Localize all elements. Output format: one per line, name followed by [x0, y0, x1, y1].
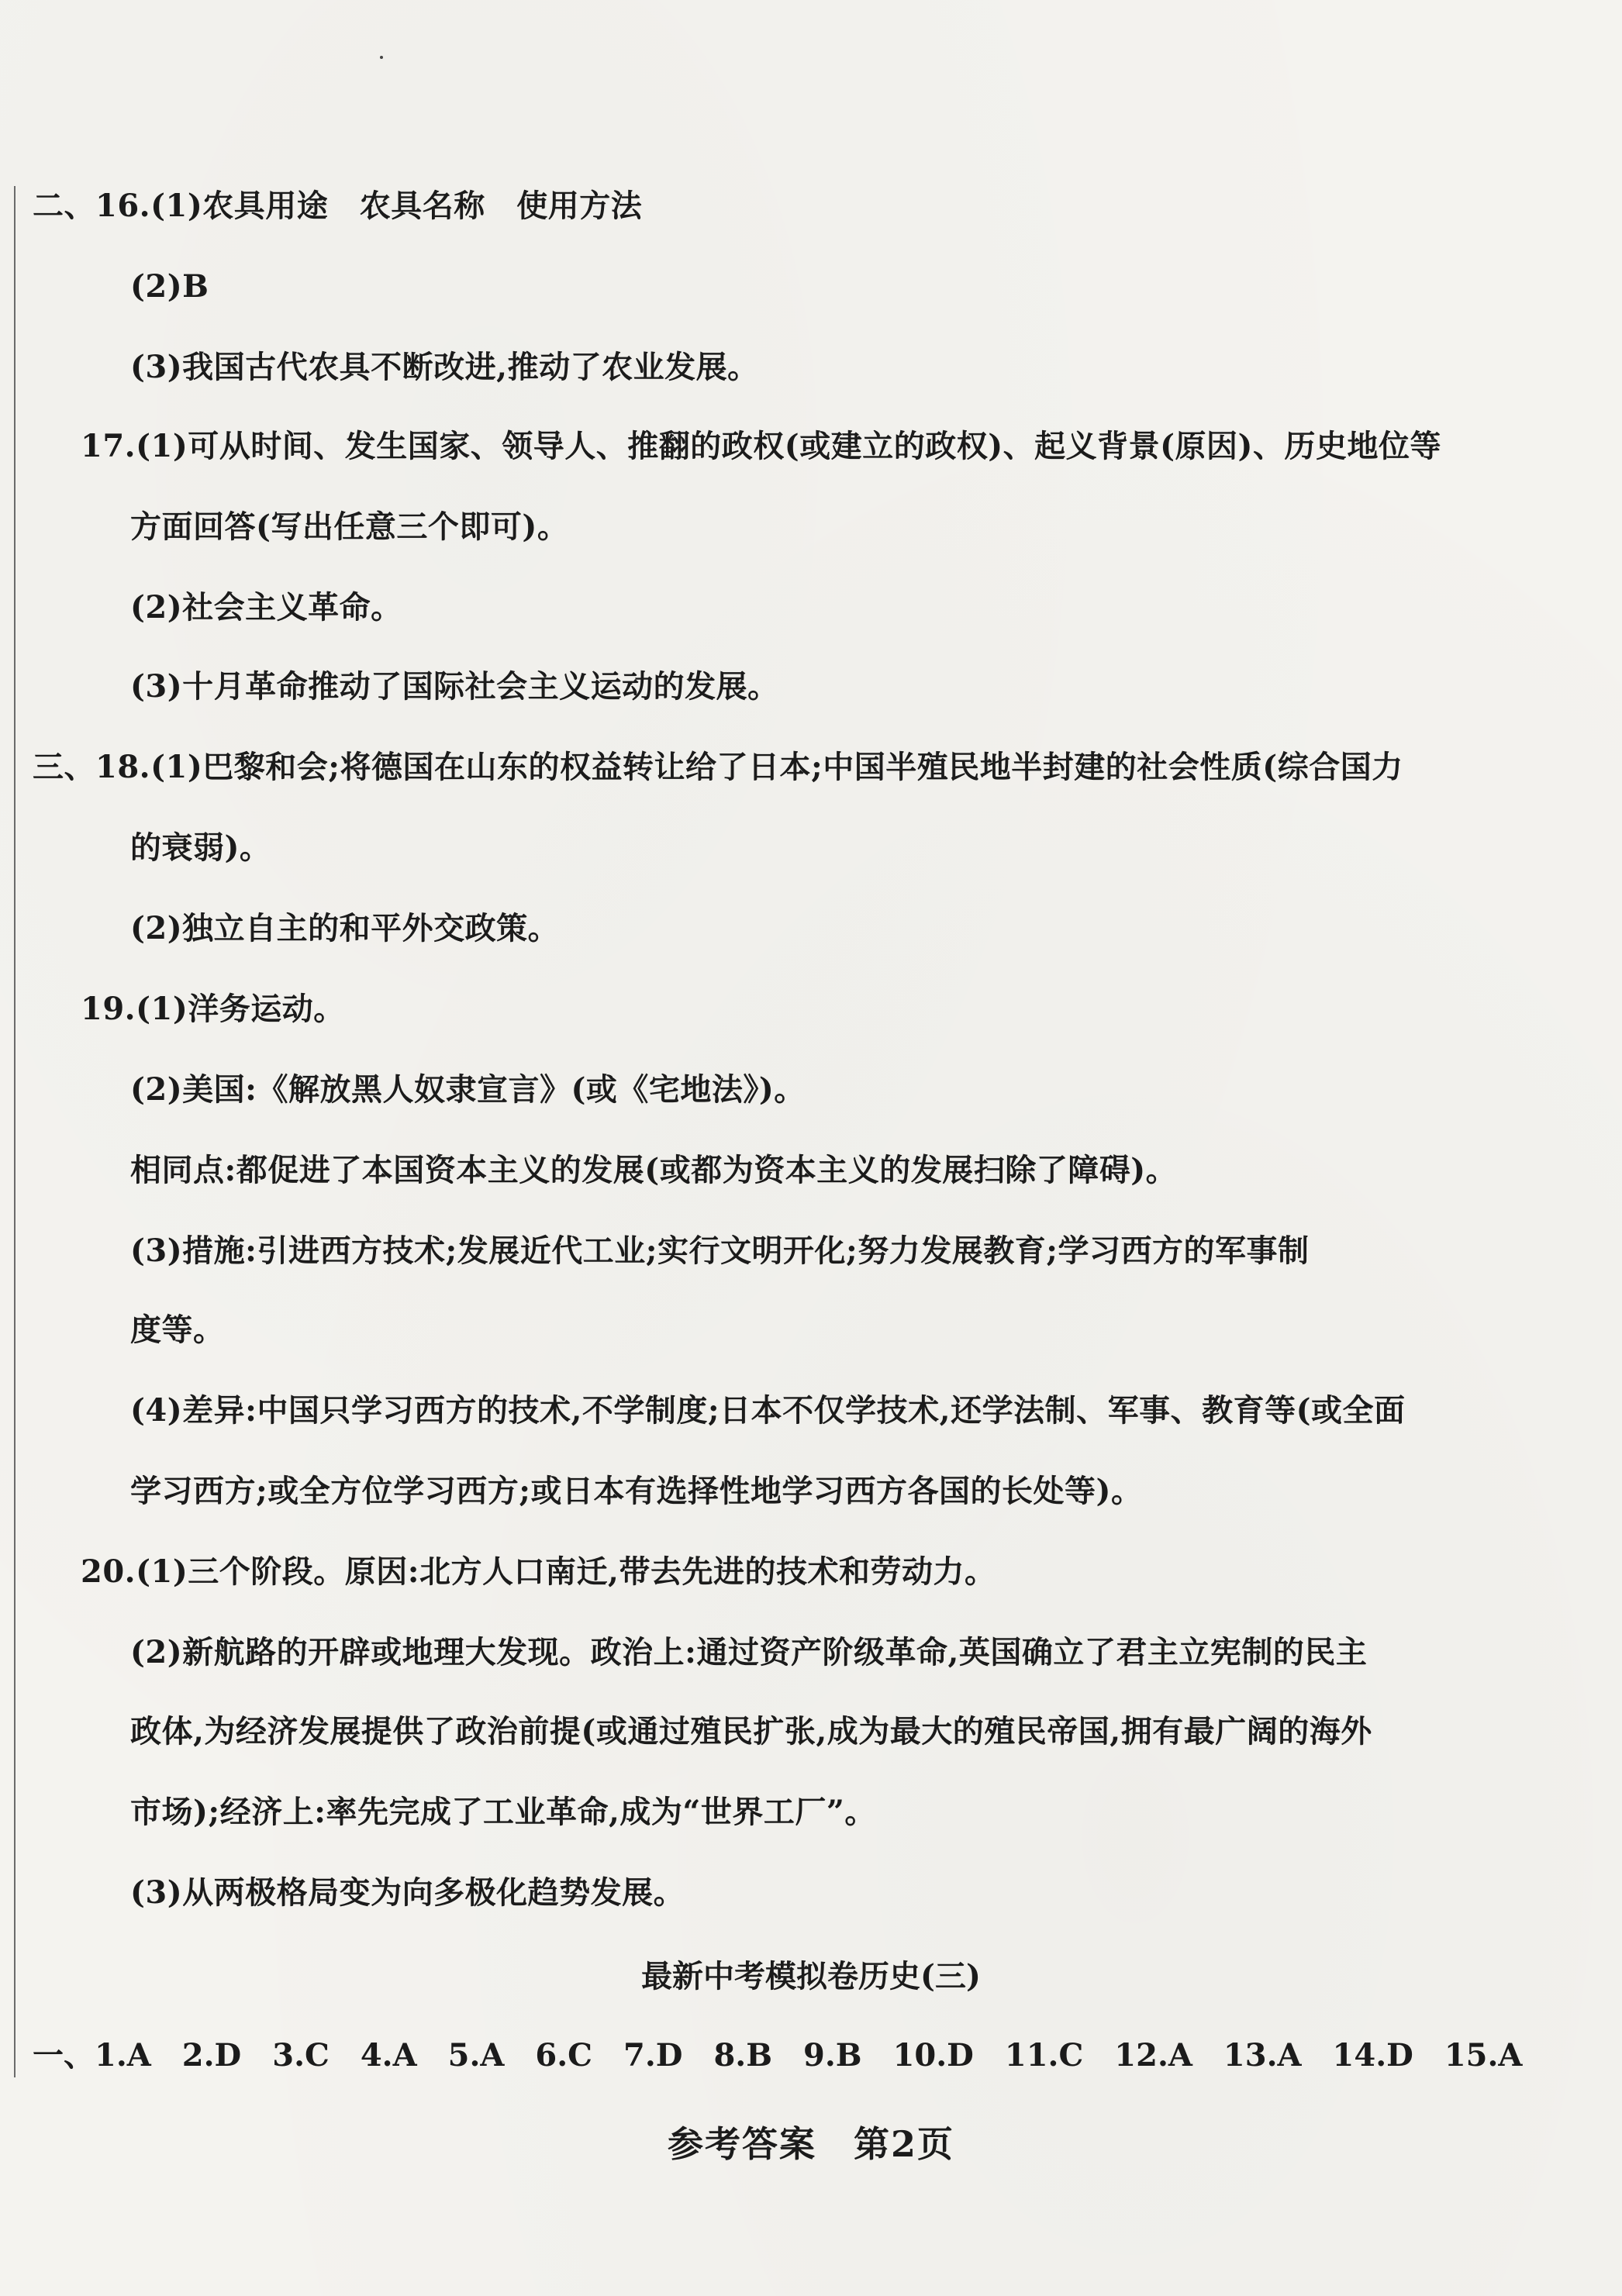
q17-part2: (2)社会主义革命。 [130, 589, 402, 626]
q16-part3: (3)我国古代农具不断改进,推动了农业发展。 [130, 349, 759, 385]
q19-part4: (4)差异:中国只学习西方的技术,不学制度;日本不仅学技术,还学法制、军事、教育等(或全面 [130, 1392, 1406, 1429]
q16-header: 二、16.(1)农具用途 农具名称 使用方法 [33, 188, 643, 224]
q20-part2-cont2: 市场);经济上:率先完成了工业革命,成为“世界工厂”。 [130, 1794, 876, 1830]
q19-part3-cont: 度等。 [130, 1312, 225, 1348]
q17-part1-cont: 方面回答(写出任意三个即可)。 [130, 508, 569, 545]
left-margin-rule [14, 186, 16, 2077]
q19-part3: (3)措施:引进西方技术;发展近代工业;实行文明开化;努力发展教育;学习西方的军事制 [130, 1232, 1310, 1269]
scan-speck [380, 56, 383, 59]
q19-similarity: 相同点:都促进了本国资本主义的发展(或都为资本主义的发展扫除了障碍)。 [130, 1152, 1178, 1188]
q20-part2: (2)新航路的开辟或地理大发现。政治上:通过资产阶级革命,英国确立了君主立宪制的民主 [130, 1634, 1368, 1670]
q18-part2: (2)独立自主的和平外交政策。 [130, 910, 560, 946]
q19-part4-cont: 学习西方;或全方位学习西方;或日本有选择性地学习西方各国的长处等)。 [130, 1473, 1143, 1509]
q18-part1-cont: 的衰弱)。 [130, 829, 271, 866]
q17-part1: 17.(1)可从时间、发生国家、领导人、推翻的政权(或建立的政权)、起义背景(原因)、历史地位等 [81, 428, 1441, 464]
q19-part2: (2)美国:《解放黑人奴隶宣言》(或《宅地法》)。 [130, 1071, 806, 1108]
q17-part3: (3)十月革命推动了国际社会主义运动的发展。 [130, 668, 779, 705]
page-footer: 参考答案 第2页 [667, 2123, 954, 2165]
q19-part1: 19.(1)洋务运动。 [81, 991, 345, 1027]
multiple-choice-answers: 一、1.A 2.D 3.C 4.A 5.A 6.C 7.D 8.B 9.B 10.D 11.C 12.A 13.A 14.D 15.A [33, 2037, 1523, 2074]
q18-part1: 三、18.(1)巴黎和会;将德国在山东的权益转让给了日本;中国半殖民地半封建的社会性质(综合国力 [33, 749, 1403, 785]
q16-part2: (2)B [130, 268, 209, 305]
q20-part1: 20.(1)三个阶段。原因:北方人口南迁,带去先进的技术和劳动力。 [81, 1553, 996, 1590]
q20-part3: (3)从两极格局变为向多极化趋势发展。 [130, 1874, 685, 1911]
q20-part2-cont1: 政体,为经济发展提供了政治前提(或通过殖民扩张,成为最大的殖民帝国,拥有最广阔的海外 [130, 1713, 1372, 1750]
section-title: 最新中考模拟卷历史(三) [641, 1958, 981, 1994]
